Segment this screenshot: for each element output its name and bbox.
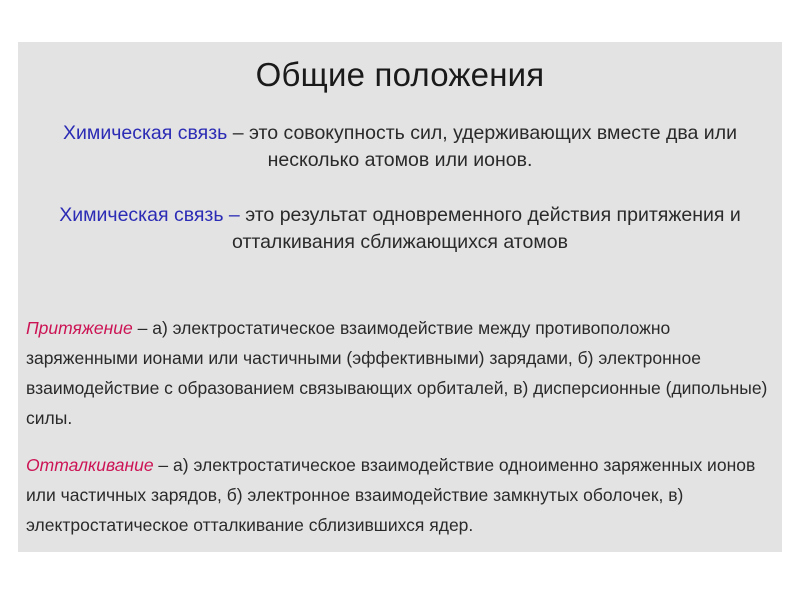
slide	[18, 42, 782, 552]
repulsion-paragraph	[26, 450, 774, 540]
repulsion-text: – а) электростатическое взаимодействие одноименно заряженных ионов или частичных зарядов, б) электронное взаимодействие замкнутых оболочек, в) электростатическое отталкивание сблизившихся ядер.	[26, 455, 756, 535]
definition-1-text: – это совокупность сил, удерживающих вместе два или несколько атомов или ионов.	[227, 122, 737, 171]
slide-title: Общие положения	[255, 56, 545, 93]
definition-1	[58, 120, 742, 174]
definition-1-term: Химическая связь	[63, 122, 228, 144]
definition-2-text: это результат одновременного действия притяжения и отталкивания сближающихся атомов	[232, 204, 741, 253]
repulsion-term: Отталкивание	[26, 455, 154, 475]
attraction-paragraph	[26, 313, 774, 433]
attraction-term: Притяжение	[26, 318, 133, 338]
attraction-text: – а) электростатическое взаимодействие между противоположно заряженными ионами или частичными (эффективными) зарядами, б) электронное взаимодействие с образованием связывающих орбиталей, в) дисперсионные (дипольные) силы.	[26, 318, 768, 428]
definition-2-term: Химическая связь –	[59, 204, 240, 226]
definition-2	[58, 202, 742, 256]
